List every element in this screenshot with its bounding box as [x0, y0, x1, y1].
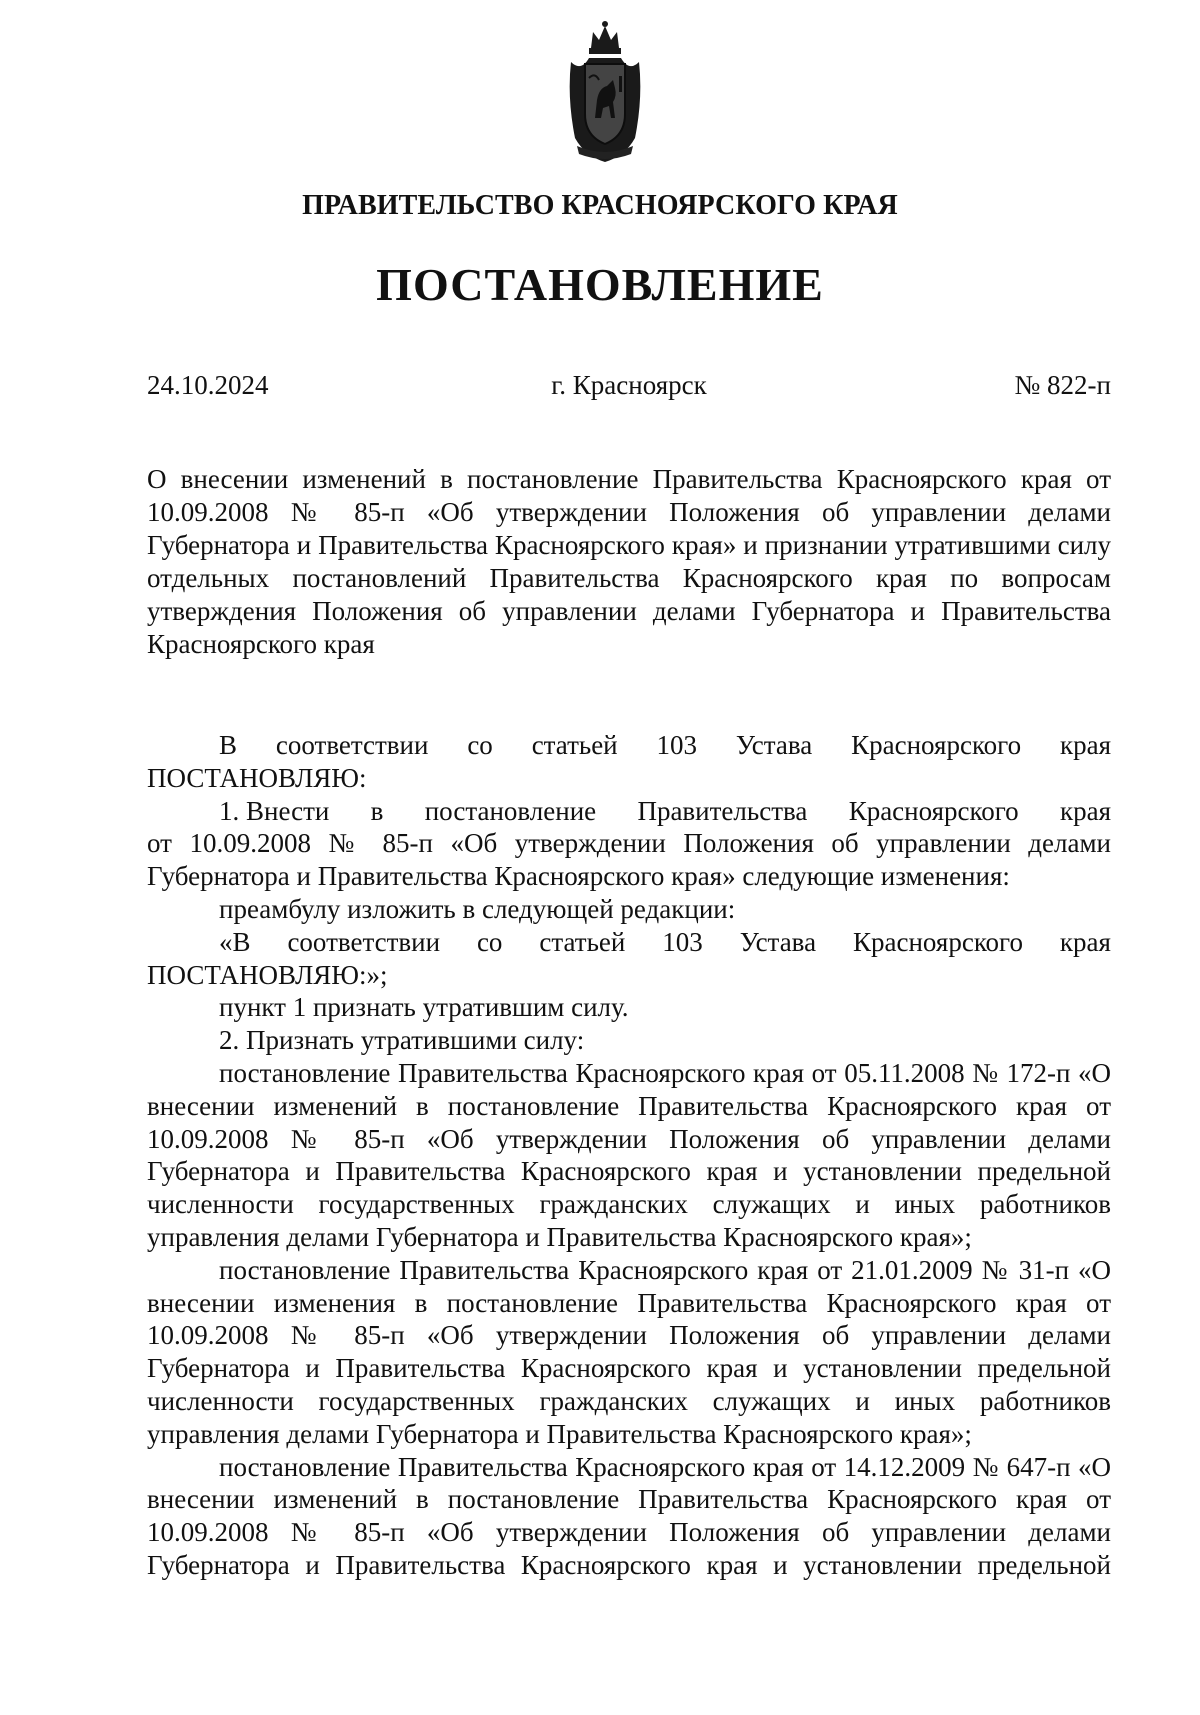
word: 1. Внести: [219, 795, 330, 826]
word: 103: [662, 926, 703, 957]
document-city: г. Красноярск: [551, 370, 707, 400]
word: «В: [219, 926, 251, 957]
repeal-paragraph-2: постановление Правительства Красноярского края от 21.01.2009 № 31-п «О внесении изменения в постановление Правительства Красноярского края от 10.09.2008 № 85-п «Об утверждении Положения об управлении делами Губернатора и Правительства Красноярского края и установлении предельной численности государственных гражданских служащих и иных работников управления делами Губернатора и Правительства Красноярского края»;: [147, 1254, 1111, 1449]
document-type-heading: ПОСТАНОВЛЕНИЕ: [376, 259, 824, 310]
word: в: [370, 795, 384, 826]
word: Устава: [739, 926, 817, 957]
word: В: [219, 730, 238, 760]
word: края: [1059, 730, 1111, 760]
word: 103: [656, 730, 698, 760]
document-meta-row: [147, 370, 1111, 410]
word: со: [476, 926, 503, 957]
coat-of-arms-emblem: [565, 18, 645, 164]
word: Устава: [735, 730, 813, 760]
word: со: [467, 730, 493, 760]
organization-heading: ПРАВИТЕЛЬСТВО КРАСНОЯРСКОГО КРАЯ: [302, 190, 898, 221]
word: края: [1059, 926, 1111, 957]
word: края: [1059, 795, 1111, 826]
quoted-resolve-line: ПОСТАНОВЛЯЮ:»;: [147, 959, 388, 990]
document-number: № 822-п: [1014, 370, 1111, 400]
repeal-paragraph-1: постановление Правительства Красноярского края от 05.11.2008 № 172-п «О внесении изменений в постановление Правительства Красноярского края от 10.09.2008 № 85-п «Об утверждении Положения об управлении делами Губернатора и Правительства Красноярского края и установлении предельной численности государственных гражданских служащих и иных работников управления делами Губернатора и Правительства Красноярского края»;: [147, 1057, 1111, 1252]
item-1-first-line: [147, 795, 1111, 828]
resolve-line: ПОСТАНОВЛЯЮ:: [147, 762, 367, 793]
document-title: О внесении изменений в постановление Правительства Красноярского края от 10.09.2008 № 85-п «Об утверждении Положения об управлении делами Губернатора и Правительства Красноярского края» и признании утратившими силу отдельных постановлений Правительства Красноярского края по вопросам утверждения Положения об управлении делами Губернатора и Правительства Красноярского края: [147, 464, 1111, 659]
preamble-line: [147, 729, 1111, 762]
word: статьей: [539, 926, 626, 957]
word: Правительства: [637, 795, 808, 826]
word: постановление: [424, 795, 597, 826]
item-2-heading: 2. Признать утратившими силу:: [219, 1025, 585, 1056]
word: статьей: [531, 730, 618, 760]
document-date: 24.10.2024: [147, 370, 269, 400]
word: Красноярского: [848, 795, 1019, 826]
item-1-subpoint-preamble: преамбулу изложить в следующей редакции:: [219, 893, 736, 924]
document-body: [147, 729, 1111, 1582]
word: соответствии: [287, 926, 441, 957]
quoted-preamble-line: [147, 926, 1111, 959]
repeal-paragraph-3: постановление Правительства Красноярского края от 14.12.2009 № 647-п «О внесении изменений в постановление Правительства Красноярского края от 10.09.2008 № 85-п «Об утверждении Положения об управлении делами Губернатора и Правительства Красноярского края и установлении предельной: [147, 1451, 1111, 1580]
item-1-rest: от 10.09.2008 № 85-п «Об утверждении Положения об управлении делами Губернатора и Правительства Красноярского края» следующие изменения:: [147, 828, 1111, 892]
item-1-subpoint-repeal: пункт 1 признать утратившим силу.: [219, 992, 629, 1023]
word: Красноярского: [853, 926, 1023, 957]
word: соответствии: [275, 730, 429, 760]
word: Красноярского: [851, 730, 1022, 760]
